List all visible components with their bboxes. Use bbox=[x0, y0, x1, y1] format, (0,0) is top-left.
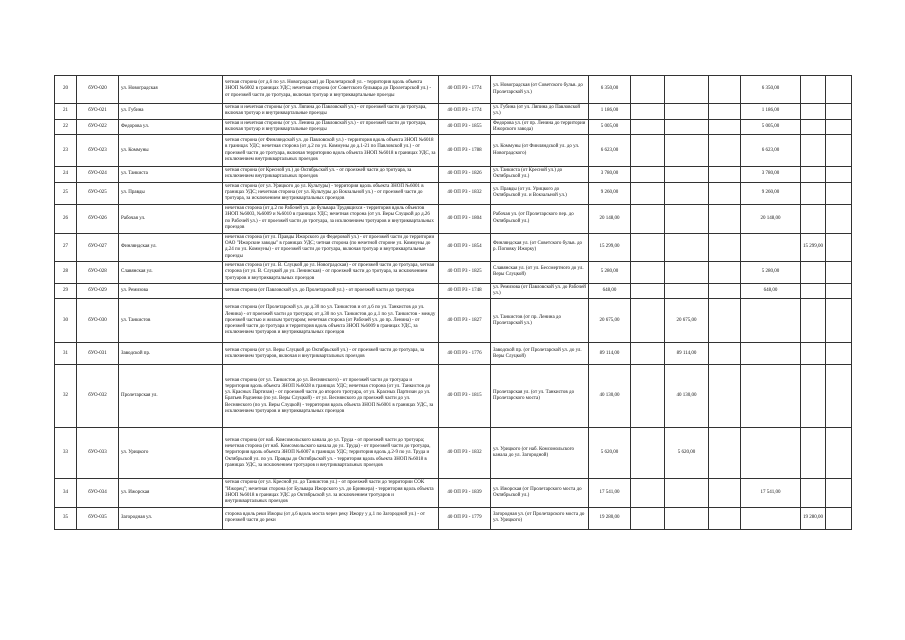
registry-number: 40 ОП РЗ - 1774 bbox=[439, 104, 491, 120]
table-row bbox=[55, 299, 852, 343]
registry-number: 40 ОП РЗ - 1826 bbox=[439, 167, 491, 183]
empty-cell bbox=[631, 167, 665, 183]
row-code: бУО-030 bbox=[77, 299, 119, 343]
area-cat-3 bbox=[801, 479, 826, 507]
row-number: 23 bbox=[55, 135, 77, 167]
road-name: ул. Танкиста bbox=[119, 167, 223, 183]
area-cat-1 bbox=[665, 507, 709, 529]
empty-cell bbox=[709, 76, 741, 104]
empty-cell bbox=[631, 428, 665, 479]
empty-cell bbox=[631, 119, 665, 135]
empty-cell bbox=[826, 182, 852, 204]
registry-number: 40 ОП РЗ - 1788 bbox=[439, 135, 491, 167]
area-cat-1: 20 675,00 bbox=[665, 299, 709, 343]
area-cat-2: 648,00 bbox=[741, 283, 801, 299]
road-name: Федорова ул. bbox=[119, 119, 223, 135]
area-cat-1 bbox=[665, 104, 709, 120]
area-cat-2: 17 541,00 bbox=[741, 479, 801, 507]
registry-number: 40 ОП РЗ - 1827 bbox=[439, 299, 491, 343]
route-extent: ул. Новоградская (от Советского бульв. до Пролетарской ул.) bbox=[491, 76, 589, 104]
row-description: четная сторона (от д.6 по ул. Новоградская) до Пролетарской ул. - территория вдоль объекта ЗНОП №6002 в границах УДС; нечетная сторона (от Советского бульвара до Пролетарской ул.) - от проезжей части до тротуара, включая тротуар и внутриквартальные проезды bbox=[223, 76, 439, 104]
empty-cell bbox=[826, 428, 852, 479]
area-cat-3 bbox=[801, 167, 826, 183]
table-row bbox=[55, 283, 852, 299]
row-code: бУО-023 bbox=[77, 135, 119, 167]
road-name: Загородная ул. bbox=[119, 507, 223, 529]
row-number: 32 bbox=[55, 365, 77, 428]
registry-number: 40 ОП РЗ - 1825 bbox=[439, 261, 491, 283]
registry-number: 40 ОП РЗ - 1779 bbox=[439, 507, 491, 529]
empty-cell bbox=[631, 135, 665, 167]
area-cat-2 bbox=[741, 299, 801, 343]
route-extent: Финляндская ул. (от Советского бульв. до р. Поповку Ижорку) bbox=[491, 233, 589, 261]
registry-number: 40 ОП РЗ - 1839 bbox=[439, 479, 491, 507]
empty-cell bbox=[709, 283, 741, 299]
row-code: бУО-020 bbox=[77, 76, 119, 104]
empty-cell bbox=[709, 167, 741, 183]
area-cat-1 bbox=[665, 182, 709, 204]
row-code: бУО-035 bbox=[77, 507, 119, 529]
road-name: Рабочая ул. bbox=[119, 204, 223, 233]
table-row bbox=[55, 343, 852, 365]
table-row bbox=[55, 479, 852, 507]
empty-cell bbox=[631, 204, 665, 233]
empty-cell bbox=[826, 343, 852, 365]
area-cat-3 bbox=[801, 76, 826, 104]
area-cat-1 bbox=[665, 261, 709, 283]
route-extent: Пролетарская ул. (от ул. Танкистов до Пролетарского моста) bbox=[491, 365, 589, 428]
road-name: Финляндская ул. bbox=[119, 233, 223, 261]
area-cat-1 bbox=[665, 119, 709, 135]
area-cat-2: 1 186,00 bbox=[741, 104, 801, 120]
area-total: 40 130,00 bbox=[589, 365, 631, 428]
road-name: ул. Танкистов bbox=[119, 299, 223, 343]
area-total: 15 299,00 bbox=[589, 233, 631, 261]
empty-cell bbox=[826, 283, 852, 299]
area-cat-1 bbox=[665, 233, 709, 261]
row-number: 35 bbox=[55, 507, 77, 529]
route-extent: Славянская ул. (от ул. Бессмертного до ул. Веры Слуцкой) bbox=[491, 261, 589, 283]
empty-cell bbox=[631, 261, 665, 283]
road-name: Заводской пр. bbox=[119, 343, 223, 365]
empty-cell bbox=[631, 343, 665, 365]
empty-cell bbox=[826, 167, 852, 183]
table-row bbox=[55, 507, 852, 529]
area-cat-3 bbox=[801, 428, 826, 479]
empty-cell bbox=[709, 182, 741, 204]
row-number: 20 bbox=[55, 76, 77, 104]
row-description: четная и нечетная стороны (от ул. Ленина до Павловской ул.) - от проезжей части до тротуара, включая тротуар и внутриквартальные проезды bbox=[223, 119, 439, 135]
row-code: бУО-026 bbox=[77, 204, 119, 233]
area-cat-2: 6 350,00 bbox=[741, 76, 801, 104]
empty-cell bbox=[709, 233, 741, 261]
table-body bbox=[55, 76, 852, 530]
row-code: бУО-024 bbox=[77, 167, 119, 183]
road-name: ул. Губина bbox=[119, 104, 223, 120]
table-row bbox=[55, 261, 852, 283]
area-cat-3 bbox=[801, 104, 826, 120]
area-cat-2 bbox=[741, 365, 801, 428]
registry-number: 40 ОП РЗ - 1854 bbox=[439, 233, 491, 261]
route-extent: Загородная ул. (от Пролетарского моста до ул. Урицкого) bbox=[491, 507, 589, 529]
row-description: четная сторона (от ул. Веры Слуцкой до Октябрьской ул.) - от проезжей части до тротуара, за исключением тротуаров, включая и внутриквартальных проездов bbox=[223, 343, 439, 365]
area-total: 20 148,00 bbox=[589, 204, 631, 233]
empty-cell bbox=[826, 507, 852, 529]
empty-cell bbox=[709, 119, 741, 135]
row-description: четная сторона (от ул. Кресной ул. до Танкистов ул.) - от проезжей части до территории СОК "Ижорец"; нечетная сторона (от Бульвара Ижорского ул. до Бринкера) - территория вдоль объекта ЗНОП №6018 в границах УДС до Октябрьской ул. за исключением тротуаров и внутриквартальных проездов bbox=[223, 479, 439, 507]
row-code: бУО-031 bbox=[77, 343, 119, 365]
registry-number: 40 ОП РЗ - 1855 bbox=[439, 119, 491, 135]
empty-cell bbox=[709, 343, 741, 365]
table-row bbox=[55, 233, 852, 261]
route-extent: ул. Коммуны (от Финляндской ул. до ул. Новоградского) bbox=[491, 135, 589, 167]
empty-cell bbox=[631, 479, 665, 507]
empty-cell bbox=[631, 283, 665, 299]
area-cat-3 bbox=[801, 299, 826, 343]
area-total: 17 541,00 bbox=[589, 479, 631, 507]
road-name: Славянская ул. bbox=[119, 261, 223, 283]
empty-cell bbox=[826, 119, 852, 135]
road-name: ул. Правды bbox=[119, 182, 223, 204]
route-extent: Федорова ул. (от пр. Ленина до территории Ижорского завода) bbox=[491, 119, 589, 135]
area-total: 89 114,00 bbox=[589, 343, 631, 365]
road-name: ул. Новоградская bbox=[119, 76, 223, 104]
row-code: бУО-029 bbox=[77, 283, 119, 299]
row-description: четная и нечетная стороны (от ул. Ляпина до Павловской ул.) - от проезжей части до тротуара, включая тротуар и внутриквартальные проезды bbox=[223, 104, 439, 120]
route-extent: ул. Ремизова (от Павловской ул. до Рабочей ул.) bbox=[491, 283, 589, 299]
empty-cell bbox=[709, 365, 741, 428]
empty-cell bbox=[826, 76, 852, 104]
empty-cell bbox=[826, 479, 852, 507]
empty-cell bbox=[709, 299, 741, 343]
row-description: четная сторона (от ул. Танкистов до ул. Веснянского) - от проезжей части до тротуара и территория вдоль объекта ЗНОП №6028 в границах УДС; нечетная сторона (от ул. Танкистов до ул. Красных Партизан) - от проезжей части до второго тротуара, от ул. Красных Партизан до ул. Братьев Радченко (по ул. Веры Слуцкой) - от ул. Веснянского до проезжей части до ул. Веснянского (по ул. Веры Слуцкой) - территория вдоль объекта ЗНОП №6001 в границах УДС, за исключением тротуаров и внутриквартальных проездов bbox=[223, 365, 439, 428]
area-cat-1 bbox=[665, 204, 709, 233]
empty-cell bbox=[631, 104, 665, 120]
area-cat-2: 9 260,00 bbox=[741, 182, 801, 204]
area-cat-2: 20 148,00 bbox=[741, 204, 801, 233]
empty-cell bbox=[826, 135, 852, 167]
road-name: ул. Ремизова bbox=[119, 283, 223, 299]
road-name: Пролетарская ул. bbox=[119, 365, 223, 428]
empty-cell bbox=[709, 479, 741, 507]
registry-number: 40 ОП РЗ - 1832 bbox=[439, 428, 491, 479]
registry-number: 40 ОП РЗ - 1832 bbox=[439, 182, 491, 204]
area-cat-1 bbox=[665, 76, 709, 104]
empty-cell bbox=[826, 204, 852, 233]
road-name: ул. Ижорская bbox=[119, 479, 223, 507]
roads-table bbox=[54, 75, 852, 530]
area-cat-3 bbox=[801, 365, 826, 428]
empty-cell bbox=[709, 261, 741, 283]
empty-cell bbox=[826, 261, 852, 283]
row-code: бУО-027 bbox=[77, 233, 119, 261]
area-total: 20 675,00 bbox=[589, 299, 631, 343]
row-description: четная сторона (от наб. Комсомольского канала до ул. Труда - от проезжей части до тротуара; нечетная сторона (от наб. Комсомольского канала до ул. Труда) - от проезжей части до тротуара, территория вдоль объекта ЗНОП №6007 в границах УДС; территория вдоль д.2-9 по ул. Труда и Октябрьской ул. по ул. Правды до Октябрьской ул. - территория вдоль объекта ЗНОП №6018 в границах УДС, за исключением тротуаров и внутриквартальных проездов bbox=[223, 428, 439, 479]
row-description: четная сторона (от Пролетарской ул. до д.30 по ул. Танкистов и от д.6 по ул. Танкистов до ул. Ленина) - от проезжей части до тротуара; от д.30 по ул. Танкистов до д.1 по ул. Танкистов - между проезжей частью и жилым тротуаром; нечетная сторона (от Рабочей ул. до пр. Ленина) - от проезжей части до тротуара и территория вдоль объекта ЗНОП №6009 в границах УДС, за исключением тротуаров и внутриквартальных проездов bbox=[223, 299, 439, 343]
area-total: 5 620,00 bbox=[589, 428, 631, 479]
area-cat-2: 6 623,00 bbox=[741, 135, 801, 167]
area-cat-1: 5 620,00 bbox=[665, 428, 709, 479]
row-code: бУО-022 bbox=[77, 119, 119, 135]
route-extent: ул. Танкиста (от Кресной ул.) до Октябрьской ул.) bbox=[491, 167, 589, 183]
row-description: четная сторона (от ул. Урицкого до ул. Культуры) - территория вдоль объекта ЗНОП №6001 в границах УДС; нечетная сторона (от ул. Культуры до Вокзальной ул.) - от проезжей части до тротуара, за исключением внутриквартальных проездов bbox=[223, 182, 439, 204]
empty-cell bbox=[631, 233, 665, 261]
area-cat-1 bbox=[665, 283, 709, 299]
table-row bbox=[55, 119, 852, 135]
empty-cell bbox=[826, 365, 852, 428]
area-cat-1 bbox=[665, 135, 709, 167]
row-description: нечетная сторона (от д.2 по Рабочей ул. до бульвара Трудящихся - территория вдоль объектов ЗНОП №6003, №6009 и №6010 в границах УДС; нечетная сторона (от ул. Веры Слуцкой до д.26 по Рабочей ул.) - от проезжей части до тротуара, за исключением тротуаров и внутриквартальных проездов bbox=[223, 204, 439, 233]
table-row bbox=[55, 167, 852, 183]
row-number: 34 bbox=[55, 479, 77, 507]
table-row bbox=[55, 428, 852, 479]
document-sheet bbox=[54, 75, 851, 530]
table-row bbox=[55, 182, 852, 204]
area-cat-3: 19 280,00 bbox=[801, 507, 826, 529]
area-cat-2: 5 280,00 bbox=[741, 261, 801, 283]
area-total: 648,00 bbox=[589, 283, 631, 299]
area-total: 1 186,00 bbox=[589, 104, 631, 120]
area-cat-2: 3 780,00 bbox=[741, 167, 801, 183]
area-cat-3 bbox=[801, 343, 826, 365]
route-extent: ул. Урицкого (от наб. Комсомольского канала до ул. Загородной) bbox=[491, 428, 589, 479]
area-cat-1 bbox=[665, 479, 709, 507]
row-number: 26 bbox=[55, 204, 77, 233]
row-description: нечетная сторона (от ул. В. Слуцкой до ул. Новоградская) - от проезжей части до тротуара, четная сторона (от ул. В. Слуцкой до ул. Ленинская) - от проезжей части до тротуара, за исключением тротуаров и внутриквартальных проездов bbox=[223, 261, 439, 283]
row-description: нечетная сторона (от ул. Правды Ижорского до Федеровой ул.) - от проезжей части до территории ОАО "Ижорские заводы" в границах УДС; четная сторона (по нечетной стороне ул. Коммуны до д.24 по ул. Коммуны) - от проезжей части до тротуара, включая тротуар и внутриквартальные проезды bbox=[223, 233, 439, 261]
area-cat-1: 89 114,00 bbox=[665, 343, 709, 365]
registry-number: 40 ОП РЗ - 1815 bbox=[439, 365, 491, 428]
area-total: 6 350,00 bbox=[589, 76, 631, 104]
row-number: 24 bbox=[55, 167, 77, 183]
area-total: 5 005,00 bbox=[589, 119, 631, 135]
area-total: 6 623,00 bbox=[589, 135, 631, 167]
row-code: бУО-025 bbox=[77, 182, 119, 204]
row-code: бУО-033 bbox=[77, 428, 119, 479]
area-cat-2 bbox=[741, 428, 801, 479]
empty-cell bbox=[709, 135, 741, 167]
row-number: 31 bbox=[55, 343, 77, 365]
empty-cell bbox=[826, 299, 852, 343]
row-code: бУО-021 bbox=[77, 104, 119, 120]
row-description: четная сторона (от Павловской ул. до Пролетарской ул.) - от проезжей части до тротуара bbox=[223, 283, 439, 299]
area-cat-1: 40 130,00 bbox=[665, 365, 709, 428]
area-cat-2 bbox=[741, 343, 801, 365]
empty-cell bbox=[826, 233, 852, 261]
empty-cell bbox=[631, 182, 665, 204]
empty-cell bbox=[826, 104, 852, 120]
empty-cell bbox=[631, 507, 665, 529]
row-number: 27 bbox=[55, 233, 77, 261]
row-number: 29 bbox=[55, 283, 77, 299]
route-extent: Рабочая ул. (от Пролетарского пер. до Октябрьской ул.) bbox=[491, 204, 589, 233]
table-row bbox=[55, 204, 852, 233]
route-extent: ул. Губина (от ул. Ляпина до Павловской ул.) bbox=[491, 104, 589, 120]
area-cat-2: 5 005,00 bbox=[741, 119, 801, 135]
area-total: 9 260,00 bbox=[589, 182, 631, 204]
table-row bbox=[55, 365, 852, 428]
row-code: бУО-028 bbox=[77, 261, 119, 283]
area-cat-3 bbox=[801, 204, 826, 233]
table-row bbox=[55, 76, 852, 104]
area-cat-3 bbox=[801, 261, 826, 283]
table-row bbox=[55, 135, 852, 167]
road-name: ул. Коммуны bbox=[119, 135, 223, 167]
row-number: 25 bbox=[55, 182, 77, 204]
empty-cell bbox=[631, 299, 665, 343]
row-number: 30 bbox=[55, 299, 77, 343]
row-code: бУО-034 bbox=[77, 479, 119, 507]
area-cat-3 bbox=[801, 119, 826, 135]
row-number: 21 bbox=[55, 104, 77, 120]
row-description: четная сторона (от Финляндской ул. до Павловской ул.) - территория вдоль объекта ЗНОП №6018 в границах УДС; нечетная сторона (от д.2 по ул. Коммуны до д.1-21 по Павловской ул.) - от проезжей части до тротуара, включая территорию вдоль объекта ЗНОП №6018 в границах УДС, за исключением внутриквартальных проездов bbox=[223, 135, 439, 167]
empty-cell bbox=[709, 428, 741, 479]
table-row bbox=[55, 104, 852, 120]
road-name: ул. Урицкого bbox=[119, 428, 223, 479]
empty-cell bbox=[631, 76, 665, 104]
route-extent: Заводской пр. (от Пролетарской ул. до ул. Веры Слуцкой) bbox=[491, 343, 589, 365]
registry-number: 40 ОП РЗ - 1748 bbox=[439, 283, 491, 299]
route-extent: ул. Ижорская (от Пролетарского моста до Октябрьской ул.) bbox=[491, 479, 589, 507]
row-number: 33 bbox=[55, 428, 77, 479]
empty-cell bbox=[631, 365, 665, 428]
row-number: 22 bbox=[55, 119, 77, 135]
area-cat-3 bbox=[801, 135, 826, 167]
area-cat-3: 15 299,00 bbox=[801, 233, 826, 261]
area-cat-1 bbox=[665, 167, 709, 183]
empty-cell bbox=[709, 104, 741, 120]
area-cat-3 bbox=[801, 283, 826, 299]
route-extent: ул. Правды (от ул. Урицкого до Октябрьской ул. и Вокзальной ул.) bbox=[491, 182, 589, 204]
row-description: четная сторона (от Кресной ул.) до Октябрьской ул. - от проезжей части до тротуара, за исключением внутриквартальных проездов bbox=[223, 167, 439, 183]
area-cat-2 bbox=[741, 233, 801, 261]
empty-cell bbox=[709, 204, 741, 233]
area-cat-2 bbox=[741, 507, 801, 529]
row-code: бУО-032 bbox=[77, 365, 119, 428]
area-total: 3 780,00 bbox=[589, 167, 631, 183]
area-cat-3 bbox=[801, 182, 826, 204]
empty-cell bbox=[709, 507, 741, 529]
row-description: сторона вдоль реки Ижоры (от д.6 вдоль моста через реку Ижору у д.1 по Загородной ул.) - от проезжей части до реки bbox=[223, 507, 439, 529]
area-total: 19 280,00 bbox=[589, 507, 631, 529]
route-extent: ул. Танкистов (от пр. Ленина до Пролетарской ул.) bbox=[491, 299, 589, 343]
registry-number: 40 ОП РЗ - 1804 bbox=[439, 204, 491, 233]
row-number: 28 bbox=[55, 261, 77, 283]
registry-number: 40 ОП РЗ - 1776 bbox=[439, 343, 491, 365]
area-total: 5 280,00 bbox=[589, 261, 631, 283]
registry-number: 40 ОП РЗ - 1774 bbox=[439, 76, 491, 104]
